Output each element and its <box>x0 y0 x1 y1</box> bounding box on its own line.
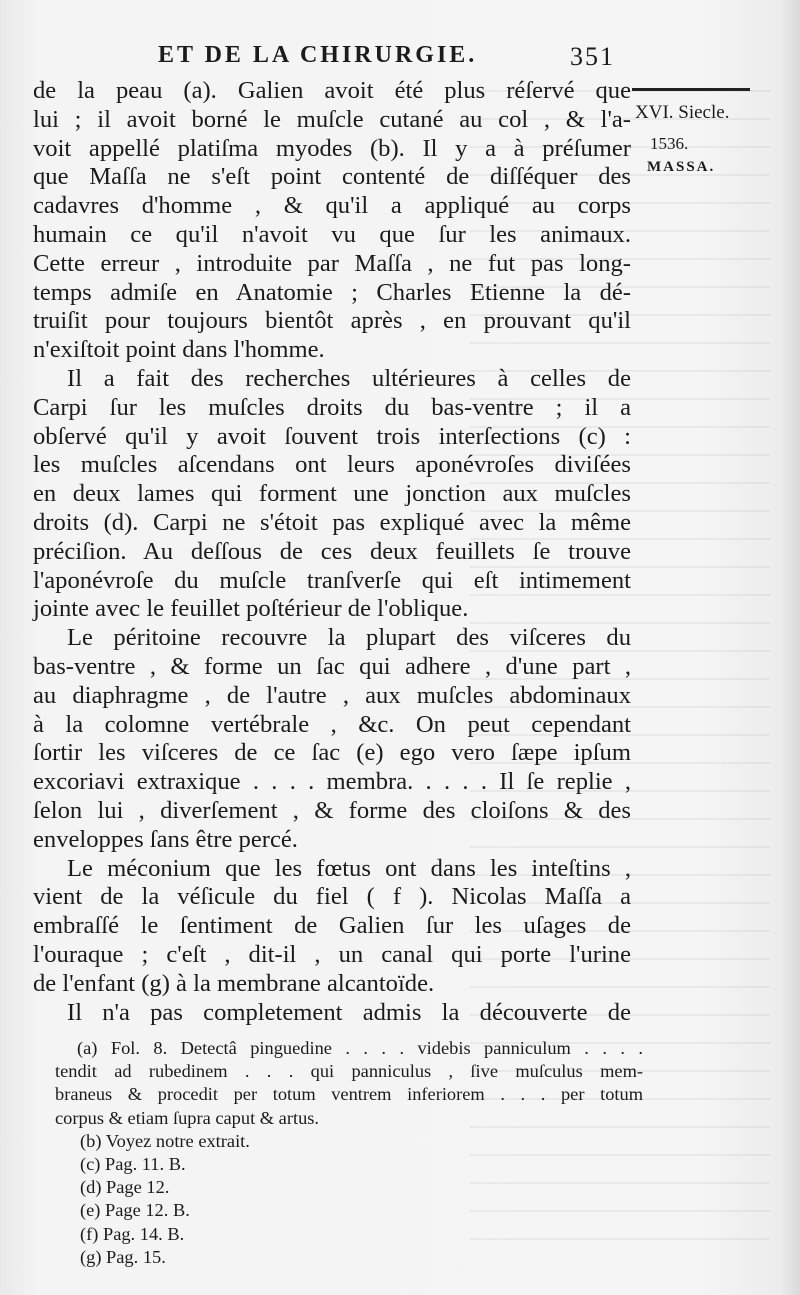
text-line: truiſit pour toujours bientôt après , en prouvant qu'il <box>33 307 631 335</box>
running-head <box>150 42 630 72</box>
text-line: enveloppes ſans être percé. <box>33 825 298 853</box>
text-line: de l'enfant (g) à la membrane alcantoïde. <box>33 969 435 997</box>
text-line: Cette erreur , introduite par Maſſa , ne fut pas long- <box>33 249 631 277</box>
text-line: temps admiſe en Anatomie ; Charles Etienne la dé- <box>33 278 631 306</box>
text-line: vient de la véſicule du fiel ( f ). Nicolas Maſſa a <box>33 883 631 911</box>
text-line: les muſcles aſcendans ont leurs aponévroſes diviſées <box>33 451 631 479</box>
footnotes <box>55 1037 643 1269</box>
body-text <box>33 77 631 1027</box>
text-line: que Maſſa ne s'eſt point contenté de diſſéquer des <box>33 163 631 191</box>
text-line: voit appellé platiſma myodes (b). Il y a à préſumer <box>33 134 631 162</box>
text-line: excoriavi extraxique . . . . membra. . . . . Il ſe replie , <box>33 768 631 796</box>
text-line: l'aponévroſe du muſcle tranſverſe qui eſt intimement <box>33 566 631 594</box>
text-line: ſortir les viſceres de ce ſac (e) ego vero ſæpe ipſum <box>33 739 631 767</box>
text-line: jointe avec le feuillet poſtérieur de l'oblique. <box>33 595 469 623</box>
footnote-ref: (c) Pag. 11. B. <box>80 1153 186 1174</box>
footnote-line: braneus & procedit per totum ventrem inferiorem . . . per totum <box>55 1084 643 1105</box>
text-line: droits (d). Carpi ne s'étoit pas expliqué avec la même <box>33 508 631 536</box>
text-line: n'exiſtoit point dans l'homme. <box>33 336 325 364</box>
text-line: au diaphragme , de l'autre , aux muſcles abdominaux <box>33 681 631 709</box>
margin-rule <box>632 88 750 91</box>
footnote-line: tendit ad rubedinem . . . qui panniculus , ſive muſculus mem- <box>55 1061 643 1082</box>
footnote-ref: (e) Page 12. B. <box>80 1200 190 1221</box>
text-line: cadavres d'homme , & qu'il a appliqué au corps <box>33 192 631 220</box>
text-line: lui ; il avoit borné le muſcle cutané au col , & l'a- <box>33 105 631 133</box>
margin-year: 1536. <box>650 134 689 153</box>
text-line: de la peau (a). Galien avoit été plus réſervé que <box>33 77 631 104</box>
text-line: ſelon lui , diverſement , & forme des cloiſons & des <box>33 796 631 824</box>
text-line: humain ce qu'il n'avoit vu que ſur les animaux. <box>33 220 631 248</box>
text-line: préciſion. Au deſſous de ces deux feuillets ſe trouve <box>33 537 631 565</box>
paragraph-start: Le méconium que les fœtus ont dans les inteſtins , <box>67 854 631 882</box>
footnote-line: corpus & etiam ſupra caput & artus. <box>55 1107 320 1128</box>
footnote-ref: (g) Pag. 15. <box>80 1246 166 1267</box>
text-line: Carpi ſur les muſcles droits du bas-ventre ; il a <box>33 393 631 421</box>
text-line: à la colomne vertébrale , &c. On peut cependant <box>33 710 631 738</box>
footnote-ref: (d) Page 12. <box>80 1177 170 1198</box>
paragraph-start: Le péritoine recouvre la plupart des viſceres du <box>67 624 631 652</box>
margin-name: MASSA. <box>647 159 716 175</box>
text-line: embraſſé le ſentiment de Galien ſur les uſages de <box>33 912 631 940</box>
footnote-ref: (f) Pag. 14. B. <box>80 1223 185 1244</box>
margin-century: XVI. Siecle. <box>635 102 730 123</box>
page-number: 351 <box>570 42 615 71</box>
paragraph-start: Il n'a pas completement admis la découverte de <box>67 998 631 1026</box>
footnote-ref: (b) Voyez notre extrait. <box>80 1130 250 1151</box>
paragraph-start: Il a fait des recherches ultérieures à celles de <box>67 364 631 392</box>
footnote-line: (a) Fol. 8. Detectâ pinguedine . . . . videbis panniculum . . . . <box>77 1038 643 1058</box>
text-line: obſervé qu'il y avoit ſouvent trois interſections (c) : <box>33 422 631 450</box>
text-line: bas-ventre , & forme un ſac qui adhere , d'une part , <box>33 652 631 680</box>
text-line: l'ouraque ; c'eſt , dit-il , un canal qui porte l'urine <box>33 940 631 968</box>
text-line: en deux lames qui forment une jonction aux muſcles <box>33 480 631 508</box>
running-head-title: ET DE LA CHIRURGIE. <box>158 42 478 68</box>
